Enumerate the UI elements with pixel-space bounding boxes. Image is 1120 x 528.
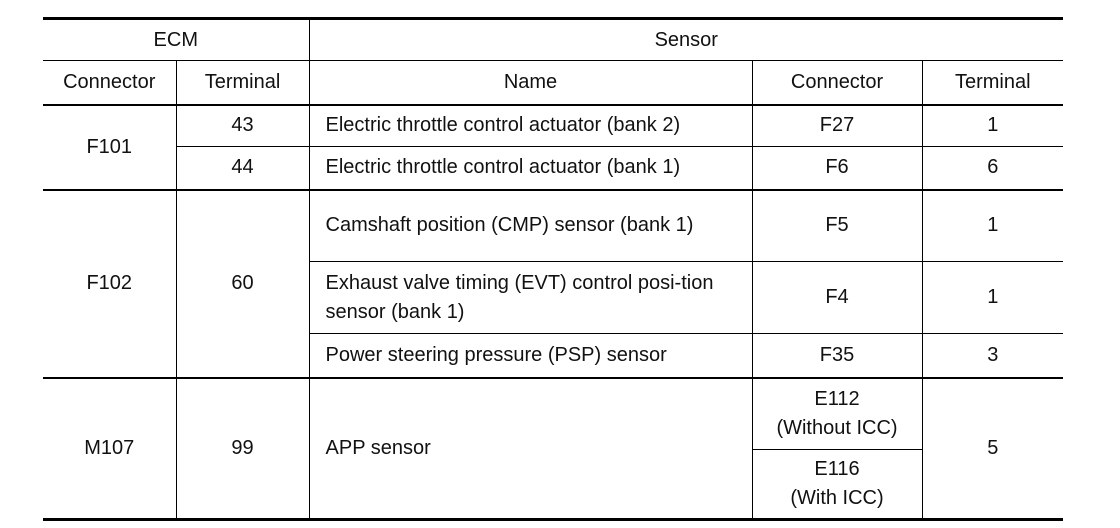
sensor-connector-header: Connector	[752, 61, 922, 105]
connector-code: E112	[814, 387, 860, 410]
ecm-connector-cell: M107	[43, 378, 176, 520]
table-row	[43, 147, 1063, 190]
ecm-terminal-header: Terminal	[176, 61, 309, 105]
connector-note: (With ICC)	[790, 487, 884, 509]
sensor-name-cell: Power steering pressure (PSP) sensor	[309, 334, 752, 378]
sensor-terminal-cell: 1	[922, 105, 1063, 147]
sensor-connector-cell	[752, 450, 922, 520]
ecm-sensor-table	[43, 17, 1063, 521]
connector-code: E116	[814, 458, 860, 480]
ecm-terminal-cell: 99	[176, 378, 309, 520]
ecm-group-header: ECM	[43, 19, 309, 61]
table-row	[43, 190, 1063, 262]
sensor-connector-cell: F35	[752, 334, 922, 378]
sensor-name-cell: Electric throttle control actuator (bank 2)	[309, 105, 752, 147]
ecm-terminal-cell: 43	[176, 105, 309, 147]
sensor-name-cell: APP sensor	[309, 378, 752, 520]
table-row	[43, 378, 1063, 450]
ecm-terminal-cell: 44	[176, 147, 309, 190]
sensor-connector-cell: F5	[752, 190, 922, 262]
sensor-connector-cell	[752, 378, 922, 450]
ecm-connector-cell: F101	[43, 105, 176, 190]
sensor-terminal-header: Terminal	[922, 61, 1063, 105]
sensor-connector-cell: F4	[752, 262, 922, 334]
sensor-connector-cell: F27	[752, 105, 922, 147]
sensor-terminal-cell: 5	[922, 378, 1063, 520]
sensor-connector-cell: F6	[752, 147, 922, 190]
sensor-terminal-cell: 1	[922, 190, 1063, 262]
sensor-group-header: Sensor	[309, 19, 1063, 61]
sensor-name-cell: Exhaust valve timing (EVT) control posi-tion sensor (bank 1)	[309, 262, 752, 334]
connector-note: (Without ICC)	[776, 416, 898, 439]
sensor-terminal-cell: 6	[922, 147, 1063, 190]
ecm-connector-cell: F102	[43, 190, 176, 378]
sensor-name-header: Name	[309, 61, 752, 105]
sensor-terminal-cell: 1	[922, 262, 1063, 334]
sensor-name-cell: Electric throttle control actuator (bank 1)	[309, 147, 752, 190]
table-row	[43, 105, 1063, 147]
sensor-name-cell: Camshaft position (CMP) sensor (bank 1)	[309, 190, 752, 262]
ecm-terminal-cell: 60	[176, 190, 309, 378]
sensor-terminal-cell: 3	[922, 334, 1063, 378]
ecm-connector-header: Connector	[43, 61, 176, 105]
